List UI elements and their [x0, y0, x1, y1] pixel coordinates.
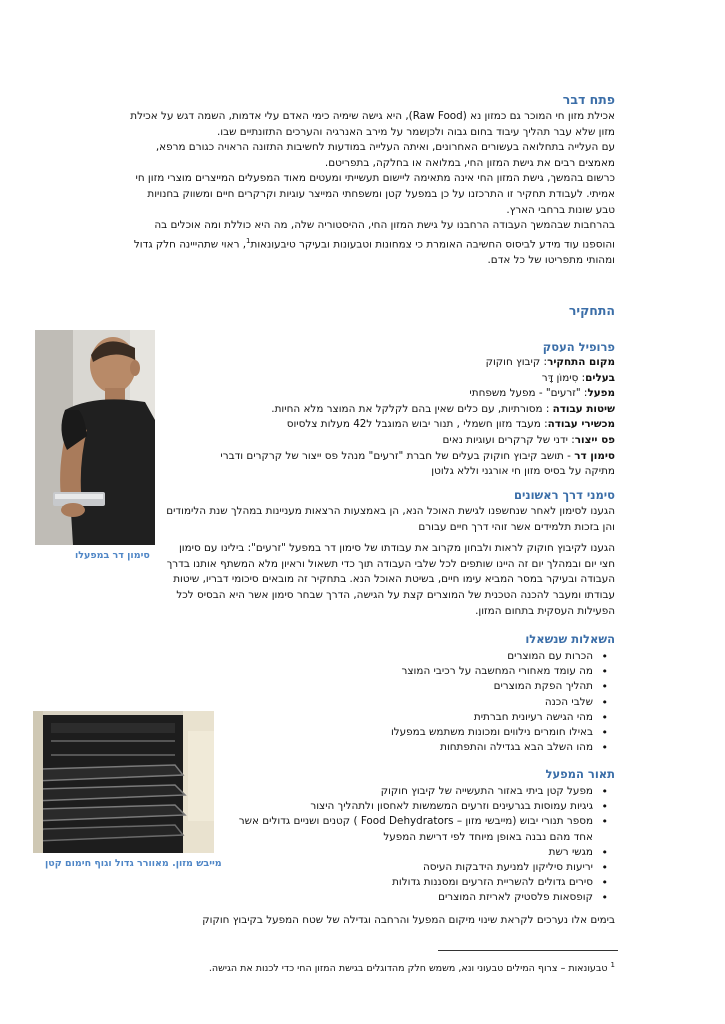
research-heading: התחקיר: [568, 303, 615, 318]
first-steps-section: [165, 488, 615, 619]
preface-paragraph-2: עם העלייה בתחלואה בעשורים האחרונים, ואיתה העלייה במודעות לחשיבות התזונה הראויה כגורם מרפא, מאמצים רבים את גישת המזון החי, במלואה או בחלקה, בתפריטם.: [155, 141, 615, 169]
profile-row-label: שיטות עבודה: [552, 402, 615, 415]
profile-row-label: מקום התחקיר: [547, 356, 615, 368]
profile-row-value: : מעבד מזון חשמלי , תנור יבוש המוגבל ל42 מעלות צלסיוס: [286, 418, 548, 431]
list-item: • קופסאות פלסטיק לאריזת המוצרים: [235, 890, 593, 905]
list-item: • יריעות סיליקון למניעת הידבקות העיסה: [235, 860, 593, 875]
profile-row-label: מכשירי עבודה: [547, 418, 615, 431]
footnote-ref[interactable]: 1: [246, 236, 251, 245]
preface-section: [125, 92, 615, 268]
first-steps-paragraph-2: הגענו לקיבוץ חוקוק לראות ולבחון מקרוב את עבודתו של סימון דר במפעל "זרעים": בילינו עם סימון חצי יום ובמהלך יום זה היינו שותפים לכל שלבי העבודה תוך כדי תשאול וראיון מלא המשתף אותנו בדרך העבודה ובעיקר במסר המביא עימו חיים, בשיטת האוכל הנא. בתחקיר זה מובאים סיכומי דבריו, שיטות עבודתו ומעבר להכנה הטכנית של המוצרים קצת על הגישה, הדרך שבחר סימון אשר היא הבסיס לכל הפעילות העסקית בתחום המזון.: [166, 542, 615, 617]
profile-row-value: : "זרעים" - מפעל משפחתי: [469, 387, 588, 400]
owner-photo: [35, 330, 155, 545]
preface-heading: פתח דבר: [562, 92, 615, 107]
list-item: • הכרות עם המוצרים: [315, 649, 593, 664]
closing-paragraph: בימים אלו נערכים לקראת שינוי מיקום המפעל והרחבה וגדילה של שטח המפעל בקיבוץ חוקוק: [202, 914, 615, 926]
footnote-text: טבעונאות – צרוף המילים טבעוני ונא, משמש חלק מהדוגלים בגישת המזון החי כדי לכנות את הגישה.: [208, 963, 611, 975]
preface-p4-end: , ראוי שתהייינה חלק גדול ומהותי מתפריטו של כל אדם.: [133, 238, 615, 266]
profile-row: [195, 386, 615, 402]
first-steps-heading: סימני דרך ראשונים: [513, 488, 615, 502]
footnote-number: 1: [610, 961, 615, 969]
footnote-separator: [438, 950, 618, 951]
profile-row-label: מפעל: [587, 387, 615, 400]
questions-list: [315, 649, 615, 755]
factory-section: [235, 767, 615, 906]
list-item: • סירים גדולים להשריית הזרעים ומסננות גדולות: [235, 875, 593, 890]
profile-row: [195, 417, 615, 433]
profile-row-value: : ידני של קרקרים ועוגיות נאים: [442, 433, 575, 446]
profile-row-value: - תושב קיבוץ חוקוק בעלים של חברת "זרעים" מנהל פס ייצור של קרקרים ודברי מתיקה על בסיס מזון חי אורגני וללא גלוטן: [220, 449, 615, 478]
dehydrator-photo: [33, 711, 214, 853]
preface-paragraph-4: [125, 218, 615, 268]
questions-section: [315, 632, 615, 755]
list-item: • מספר תנורי יבוש (מייבשי מזון – Food Dehydrators ) קטנים ושניים גדולים אשר אחד מהם נבנה באופן מיוחד לפי דרישת המפעל: [235, 814, 593, 844]
owner-photo-caption: סימון דר במפעלו: [75, 550, 150, 561]
list-item: • מהי הגישה רעיונית חברתית: [315, 710, 593, 725]
food-dehydrator-image: [33, 711, 214, 853]
questions-heading: השאלות שנשאלו: [525, 632, 615, 646]
profile-row: [195, 371, 615, 387]
preface-paragraph-1: אכילת מזון חי המוכר גם כמזון נא (Raw Food), היא גישה שימיה כימי האדם עלי אדמות, השמה דגש על אכילת מזון שלא עבר תהליך עיבוד בחום גבוה ולכןשמר על מירב האנרגיה והערכים התזונתיים שבו.: [130, 110, 615, 138]
list-item: • מהו השלב הבא בגדילה והתפתחות: [315, 740, 593, 755]
profile-row-value: : סִימוֹן דָּר: [541, 371, 586, 384]
profile-row: [195, 449, 615, 480]
profile-row-label: סימון דר: [574, 449, 615, 462]
preface-p4-text: בהרחבות שבהמשך העבודה הרחבנו על גישת המזון החי, ההיסטוריה שלה, מה היא כוללת ומה אוכלים בה והוספנו עוד מידע לביסוס החשיבה האומרת כי צמחונות וטבעונות ובעיקר טיבעונאות: [154, 219, 615, 251]
first-steps-paragraph-1: הגענו לסימון לאחר שנחשפנו לגישת האוכל הנא, הן באמצעות הרצאות מעניינות במהלך שנת הלימודים והן בזכות תלמידים אשר זוהי דרך חיים עבורם: [166, 505, 615, 533]
list-item: • שלבי הכנה: [315, 695, 593, 710]
person-holding-tray-image: [35, 330, 155, 545]
profile-row-label: בעלים: [585, 371, 615, 384]
list-item: • מגשי רשת: [235, 845, 593, 860]
profile-row-value: : קיבוץ חוקוק: [485, 356, 548, 368]
list-item: • תהליך הפקת המוצרים: [315, 679, 593, 694]
dehydrator-photo-caption: מייבש מזון. מאוורר גדול וגוף חימום קטן: [45, 858, 222, 869]
list-item: • מפעל קטן ביתי באזור התעשייה של קיבוץ חוקוק: [235, 784, 593, 799]
profile-row-value: : מסורתיות, עם כלים שאין בהם לקלקל את המוצר מלא החיות.: [271, 402, 553, 415]
profile-row: [195, 433, 615, 449]
profile-heading: פרופיל העסק: [542, 340, 615, 354]
factory-heading: תאור המפעל: [545, 767, 615, 781]
list-item: • באילו חומרים נילווים ומכונות משתמש במפעלו: [315, 725, 593, 740]
profile-section: [195, 340, 615, 480]
preface-paragraph-3: כרשום בהמשך, גישת המזון החי אינה מתאימה ליישום תעשייתי ומעטים מאוד המפעלים המייצרים מוצרי מזון חי אמיתי. לעבודת תחקיר זו התרכזנו על כן במפעל קטן ומשפחתי המייצר עוגיות וקרקרים חיים ומשווק בחנויות טבע שונות ברחבי הארץ.: [135, 172, 615, 216]
list-item: • גיגיות עמוסות בגרעינים וזרעים המשמשות לאחסון ולתהליך היצור: [235, 799, 593, 814]
profile-row-label: פס ייצור: [574, 433, 615, 446]
profile-row: [195, 402, 615, 418]
factory-list: [235, 784, 615, 906]
footnote: [95, 958, 615, 976]
profile-row: [195, 355, 615, 371]
profile-rows: [195, 355, 615, 480]
list-item: • מה עומד מאחורי המחשבה על רכיבי המוצר: [315, 664, 593, 679]
